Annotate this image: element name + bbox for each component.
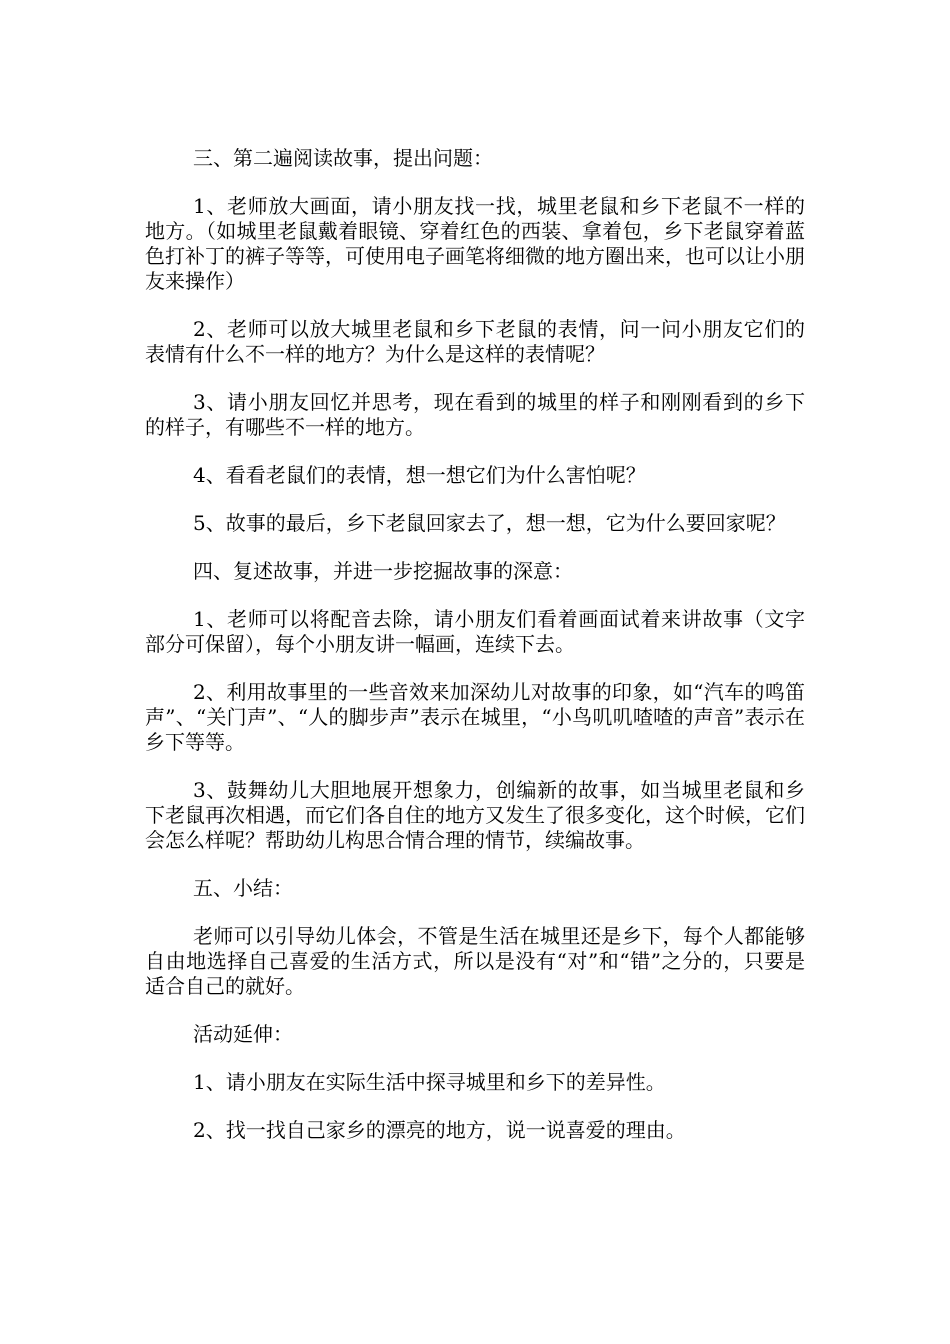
retell-step-1-paragraph: 1、老师可以将配音去除，请小朋友们看着画面试着来讲故事（文字部分可保留），每个小朋友讲一幅画，连续下去。 [145,607,805,656]
retell-step-3-paragraph: 3、鼓舞幼儿大胆地展开想象力，创编新的故事，如当城里老鼠和乡下老鼠再次相遇，而它们各自住的地方又发生了很多变化，这个时候，它们会怎么样呢？帮助幼儿构思合情合理的情节，续编故事。 [145,778,805,852]
section-heading-5: 五、小结： [193,876,293,900]
extension-item-1: 1、请小朋友在实际生活中探寻城里和乡下的差异性。 [193,1070,666,1094]
question-4-paragraph: 4、看看老鼠们的表情，想一想它们为什么害怕呢？ [193,463,646,487]
question-1-paragraph: 1、老师放大画面，请小朋友找一找，城里老鼠和乡下老鼠不一样的地方。（如城里老鼠戴着眼镜、穿着红色的西装、拿着包，乡下老鼠穿着蓝色打补丁的裤子等等，可使用电子画笔将细微的地方圈出来，也可以让小朋友来操作） [145,194,805,293]
extension-heading: 活动延伸： [193,1022,293,1046]
extension-item-2: 2、找一找自己家乡的漂亮的地方，说一说喜爱的理由。 [193,1118,686,1142]
question-5-paragraph: 5、故事的最后，乡下老鼠回家去了，想一想，它为什么要回家呢？ [193,511,786,535]
summary-paragraph: 老师可以引导幼儿体会，不管是生活在城里还是乡下，每个人都能够自由地选择自己喜爱的生活方式，所以是没有“对”和“错”之分的，只要是适合自己的就好。 [145,924,805,998]
question-2-paragraph: 2、老师可以放大城里老鼠和乡下老鼠的表情，问一问小朋友它们的表情有什么不一样的地方？为什么是这样的表情呢？ [145,317,805,366]
section-heading-3: 三、第二遍阅读故事，提出问题： [193,146,493,170]
retell-step-2-paragraph: 2、利用故事里的一些音效来加深幼儿对故事的印象，如“汽车的鸣笛声”、“关门声”、“人的脚步声”表示在城里，“小鸟叽叽喳喳的声音”表示在乡下等等。 [145,680,805,754]
section-heading-4: 四、复述故事，并进一步挖掘故事的深意： [193,559,573,583]
document-page [145,146,805,1166]
question-3-paragraph: 3、请小朋友回忆并思考，现在看到的城里的样子和刚刚看到的乡下的样子，有哪些不一样的地方。 [145,390,805,439]
